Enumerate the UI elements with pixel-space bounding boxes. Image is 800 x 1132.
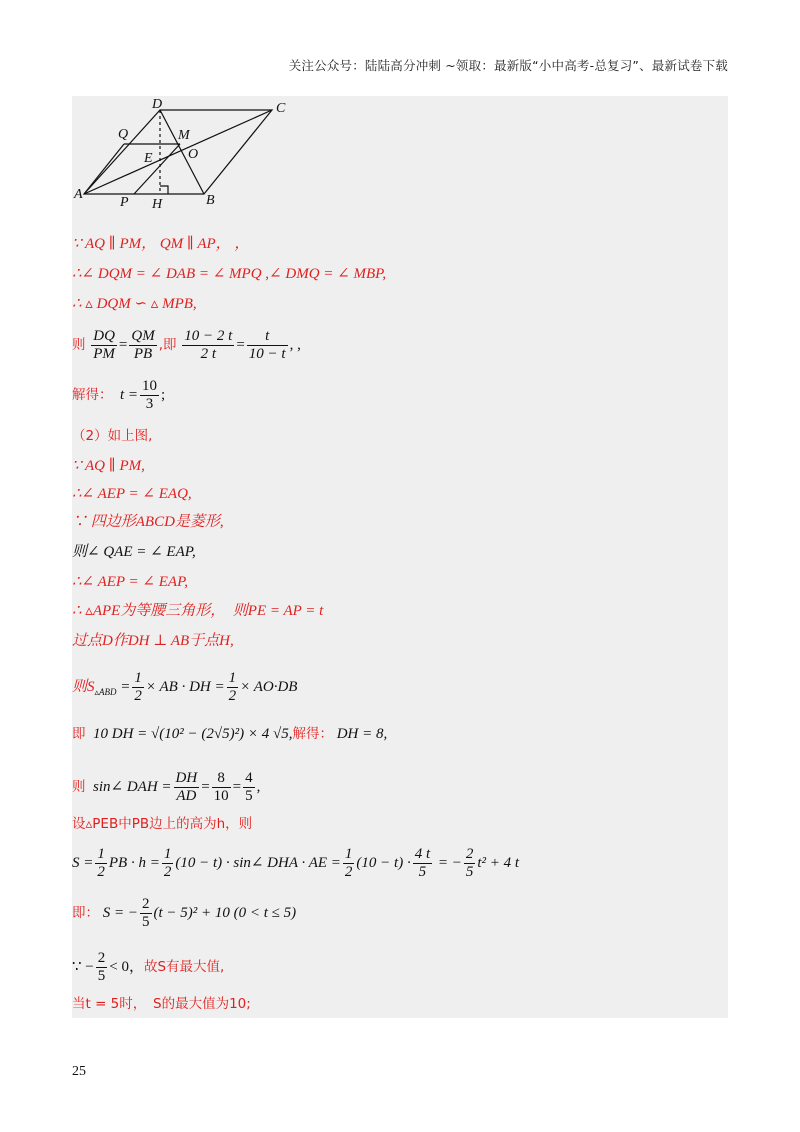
line-5: 解得： t = $\frac{10}{3}$ ; <box>72 378 166 412</box>
line-3: ∴ ▵ DQM ∽ ▵ MPB, <box>72 296 197 312</box>
page-number: 25 <box>72 1064 86 1079</box>
page-header: 关注公众号：陆陆高分冲刺 ~领取：最新版“小中高考-总复习”、最新试卷下载 <box>288 58 728 73</box>
label-Q: Q <box>118 127 129 142</box>
rhombus-figure <box>72 96 312 216</box>
line-19: 即： S = − $\frac{2}{5}$ (t − 5)² + 10 (0 < t ≤ 5) <box>72 896 297 930</box>
line-6: （2）如上图, <box>72 428 153 444</box>
line-8: ∴∠ AEP = ∠ EAQ, <box>72 486 192 502</box>
line-14: 则$S_{▵ABD}$ = $\frac{1}{2}$ × AB · DH = $\frac{1}{2}$ × AO·DB <box>72 670 298 704</box>
label-M: M <box>178 128 190 143</box>
label-H: H <box>152 197 163 212</box>
line-16: 则 sin∠ DAH = $\frac{DH}{AD}$ = $\frac{8}{10}$ = $\frac{4}{5}$ , <box>72 770 261 804</box>
line-11: ∴∠ AEP = ∠ EAP, <box>72 574 189 590</box>
label-E: E <box>144 151 153 166</box>
line-7: ∵ AQ ∥ PM, <box>72 458 145 474</box>
line-21: 当t = 5时， S的最大值为10; <box>72 996 251 1012</box>
label-A: A <box>74 187 83 202</box>
label-P: P <box>120 195 129 210</box>
label-O: O <box>188 147 199 162</box>
line-2: ∴∠ DQM = ∠ DAB = ∠ MPQ ,∠ DMQ = ∠ MBP, <box>72 266 387 282</box>
solution-panel <box>72 96 728 1018</box>
label-D: D <box>152 97 163 112</box>
line-20: ∵ − $\frac{2}{5}$ < 0，故S有最大值, <box>72 950 225 984</box>
line-15: 即 10 DH = √(10² − (2√5)²) × 4 √5,解得： DH = 8, <box>72 726 388 742</box>
label-C: C <box>276 101 286 116</box>
line-13: 过点D作DH ⊥ AB于点H, <box>72 633 234 649</box>
line-1: ∵ AQ ∥ PM， QM ∥ AP， ， <box>72 236 250 252</box>
line-9: ∵ 四边形ABCD是菱形, <box>72 514 224 530</box>
label-B: B <box>206 193 215 208</box>
line-10: 则∠ QAE = ∠ EAP, <box>72 544 196 560</box>
line-4: 则 $\frac{DQ}{PM}$ = $\frac{QM}{PB}$ ,即 $\frac{10 - 2 t}{2 t}$ = $\frac{t}{10 - t}$ , , <box>72 328 301 362</box>
line-18: S = $\frac{1}{2}$ PB · h = $\frac{1}{2}$ (10 − t) · sin∠ DHA · AE = $\frac{1}{2}$ (10 − t) · $\frac{4 t}{5}$ = − $\frac{2}{5}$ t² + 4 t <box>72 846 520 880</box>
line-12: ∴ ▵APE为等腰三角形， 则PE = AP = t <box>72 603 324 619</box>
line-17: 设▵PEB中PB边上的高为h，则 <box>72 816 253 832</box>
